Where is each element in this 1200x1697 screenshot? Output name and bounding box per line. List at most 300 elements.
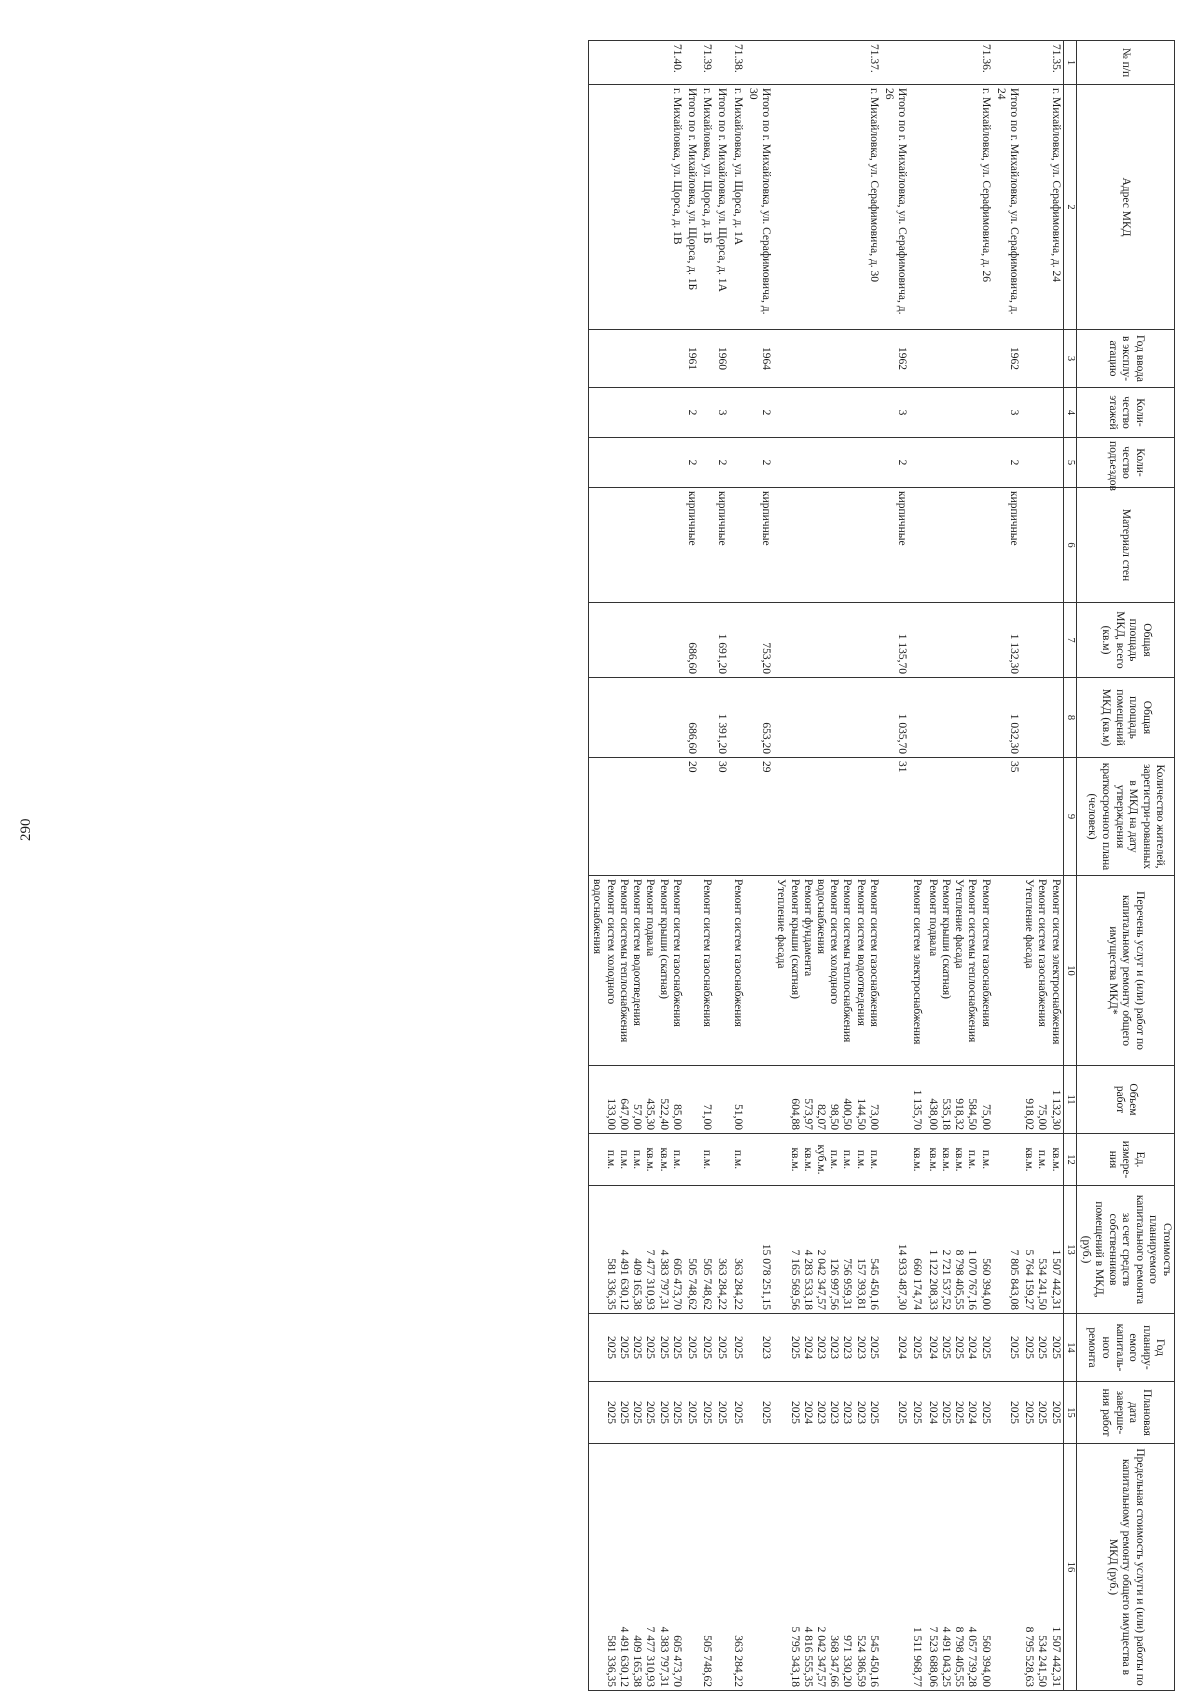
works-line: Ремонт систем газоснабжения (670, 879, 683, 1027)
repair-plan-table-rotated (50, 40, 1175, 1690)
residents: 30 (714, 758, 729, 876)
column-number: 13 (1063, 1186, 1076, 1314)
empty-cell (909, 758, 924, 876)
column-number: 3 (1063, 330, 1076, 388)
unit (773, 1134, 881, 1186)
end-year (925, 1382, 993, 1444)
end-year-line: 2025 (657, 1401, 670, 1424)
volume-line: 51,00 (731, 1104, 744, 1130)
unit (993, 1134, 1021, 1186)
volume-line: 918,02 (1023, 1098, 1036, 1130)
works-line: Ремонт крыши (скатная) (939, 879, 952, 999)
limit-cost-line: 971 330,20 (841, 1635, 854, 1687)
residents: 35 (993, 758, 1021, 876)
unit-line: кв.м. (939, 1147, 952, 1172)
empty-cell (1021, 388, 1063, 438)
column-header: Год ввода в эксплу-атацию (1077, 330, 1175, 388)
cost-line: 2 721 537,52 (939, 1249, 952, 1310)
build-year: 1962 (993, 330, 1021, 388)
works (589, 876, 684, 1066)
works (909, 876, 924, 1066)
limit-cost (729, 1444, 744, 1691)
column-header: Стоимость планируемого капитального ремонта за счет средств собственников помещений в МКД, (руб.) (1077, 1186, 1175, 1314)
cost-line: 8 798 405,55 (953, 1249, 966, 1310)
empty-cell (773, 438, 881, 488)
total-area: 1 135,70 (881, 603, 909, 678)
end-year-line: 2025 (953, 1401, 966, 1424)
unit (684, 1134, 699, 1186)
end-year-line: 2024 (966, 1401, 979, 1424)
item-row (909, 41, 924, 1691)
total-row (745, 41, 773, 1691)
repair-year (589, 1314, 684, 1382)
works (714, 876, 729, 1066)
cost (589, 1186, 684, 1314)
table-body (589, 41, 1063, 1691)
cost-line: 2 042 347,57 (814, 1249, 827, 1310)
unit-line: п.м. (631, 1149, 644, 1170)
cost-line: 126 997,56 (828, 1258, 841, 1310)
empty-cell (589, 758, 684, 876)
limit-cost (1021, 1444, 1063, 1691)
floors: 3 (993, 388, 1021, 438)
unit-line: кв.м. (1049, 1147, 1062, 1172)
end-year (773, 1382, 881, 1444)
works (745, 876, 773, 1066)
empty-cell (699, 438, 714, 488)
column-header: Год планиру-емого капиталь-ного ремонта (1077, 1314, 1175, 1382)
limit-cost-line: 8 798 405,55 (953, 1626, 966, 1687)
repair-year-line: 2023 (814, 1336, 827, 1359)
row-number (745, 41, 773, 85)
entrances: 2 (881, 438, 909, 488)
row-number: 71.39. (699, 41, 714, 85)
end-year: 2025 (684, 1382, 699, 1444)
works-line: Ремонт системы теплоснабжения (617, 879, 630, 1043)
unit-line: кв.м. (788, 1147, 801, 1172)
end-year: 2025 (714, 1382, 729, 1444)
works-line: Ремонт систем газоснабжения (979, 879, 992, 1027)
works-line: Ремонт системы теплоснабжения (841, 879, 854, 1043)
entrances: 2 (684, 438, 699, 488)
cost-line: 505 748,62 (701, 1258, 714, 1310)
end-year (909, 1382, 924, 1444)
column-header: № п/п (1077, 41, 1175, 85)
unit (745, 1134, 773, 1186)
column-number: 8 (1063, 678, 1076, 758)
empty-cell (589, 388, 684, 438)
volume-line: 573,97 (801, 1098, 814, 1130)
works (1021, 876, 1063, 1066)
item-row (925, 41, 993, 1691)
empty-cell (909, 603, 924, 678)
end-year-line: 2025 (979, 1401, 992, 1424)
repair-year-line: 2025 (867, 1336, 880, 1359)
volume-line: 82,07 (814, 1104, 827, 1130)
limit-cost-line: 581 336,35 (604, 1635, 617, 1687)
cost-line: 581 336,35 (604, 1258, 617, 1310)
unit-line: п.м. (701, 1149, 714, 1170)
empty-cell (589, 330, 684, 388)
column-number: 12 (1063, 1134, 1076, 1186)
address: г. Михайловка, ул. Серафимовича, д. 26 (925, 85, 993, 330)
volume-line: 647,00 (617, 1098, 630, 1130)
cost: 14 933 487,30 (881, 1186, 909, 1314)
works-line: Ремонт систем газоснабжения (867, 879, 880, 1027)
limit-cost (714, 1444, 729, 1691)
repair-year (1021, 1314, 1063, 1382)
empty-cell (699, 330, 714, 388)
address (909, 85, 924, 330)
cost (729, 1186, 744, 1314)
limit-cost (993, 1444, 1021, 1691)
empty-cell (909, 678, 924, 758)
build-year: 1964 (745, 330, 773, 388)
volume (699, 1066, 714, 1134)
works (925, 876, 993, 1066)
empty-cell (589, 438, 684, 488)
volume-line: 57,00 (631, 1104, 644, 1130)
repair-year (909, 1314, 924, 1382)
empty-cell (699, 388, 714, 438)
limit-cost-line: 545 450,16 (867, 1635, 880, 1687)
empty-cell (909, 388, 924, 438)
volume (1021, 1066, 1063, 1134)
column-number: 1 (1063, 41, 1076, 85)
works-line: Ремонт систем водоотведения (631, 879, 644, 1026)
repair-year-line: 2024 (966, 1336, 979, 1359)
column-header: Общая площадь помещений МКД (кв.м) (1077, 678, 1175, 758)
unit-line: куб.м. (814, 1144, 827, 1175)
empty-cell (909, 330, 924, 388)
repair-year-line: 2023 (841, 1336, 854, 1359)
column-header: Объем работ (1077, 1066, 1175, 1134)
volume (729, 1066, 744, 1134)
cost: 7 805 843,08 (993, 1186, 1021, 1314)
unit-line: кв.м. (926, 1147, 939, 1172)
empty-cell (729, 388, 744, 438)
column-header: Общая площадь МКД, всего (кв.м) (1077, 603, 1175, 678)
empty-cell (925, 758, 993, 876)
repair-year-line: 2023 (828, 1336, 841, 1359)
empty-cell (729, 758, 744, 876)
end-year-line: 2025 (644, 1401, 657, 1424)
empty-cell (773, 388, 881, 438)
limit-cost-line: 7 477 310,93 (644, 1626, 657, 1687)
limit-cost-line: 4 383 797,31 (657, 1626, 670, 1687)
end-year-line: 2025 (867, 1401, 880, 1424)
floors: 2 (684, 388, 699, 438)
end-year (589, 1382, 684, 1444)
floors: 2 (745, 388, 773, 438)
repair-year: 2024 (881, 1314, 909, 1382)
empty-cell (1021, 758, 1063, 876)
column-number: 5 (1063, 438, 1076, 488)
cost (925, 1186, 993, 1314)
works-line: Ремонт систем водоотведения (854, 879, 867, 1026)
item-row (729, 41, 744, 1691)
end-year-line: 2024 (801, 1401, 814, 1424)
repair-year-line: 2024 (926, 1336, 939, 1359)
unit (881, 1134, 909, 1186)
residents: 31 (881, 758, 909, 876)
limit-cost (925, 1444, 993, 1691)
end-year: 2025 (993, 1382, 1021, 1444)
end-year-line: 2025 (788, 1401, 801, 1424)
repair-year: 2025 (684, 1314, 699, 1382)
limit-cost-line: 4 057 739,28 (966, 1626, 979, 1687)
cost-line: 1 122 208,33 (926, 1249, 939, 1310)
empty-cell (729, 330, 744, 388)
volume-line: 435,30 (644, 1098, 657, 1130)
column-header: Материал стен (1077, 488, 1175, 603)
repair-year-line: 2025 (1036, 1336, 1049, 1359)
unit-line: кв.м. (911, 1147, 924, 1172)
end-year-line: 2025 (701, 1401, 714, 1424)
wall-material: кирпичные (745, 488, 773, 603)
cost-line: 409 165,38 (631, 1258, 644, 1310)
empty-cell (925, 678, 993, 758)
repair-year-line: 2025 (604, 1336, 617, 1359)
limit-cost (684, 1444, 699, 1691)
residents: 29 (745, 758, 773, 876)
row-number (714, 41, 729, 85)
unit-line: кв.м. (953, 1147, 966, 1172)
cost (773, 1186, 881, 1314)
empty-cell (925, 388, 993, 438)
unit-line: п.м. (867, 1149, 880, 1170)
total-label: Итого по г. Михайловка, ул. Серафимовича, д. 30 (745, 85, 773, 330)
works (699, 876, 714, 1066)
works (881, 876, 909, 1066)
column-number: 6 (1063, 488, 1076, 603)
empty-cell (1021, 603, 1063, 678)
works-line: Ремонт систем электроснабжения (911, 879, 924, 1045)
rooms-area: 1 032,30 (993, 678, 1021, 758)
empty-cell (699, 678, 714, 758)
limit-cost (699, 1444, 714, 1691)
limit-cost-line: 605 473,70 (670, 1635, 683, 1687)
volume-line: 604,88 (788, 1098, 801, 1130)
wall-material: кирпичные (714, 488, 729, 603)
repair-year-line: 2025 (631, 1336, 644, 1359)
works-line: Утепление фасада (1023, 879, 1036, 969)
end-year-line: 2025 (670, 1401, 683, 1424)
empty-cell (1021, 330, 1063, 388)
end-year-line: 2023 (828, 1401, 841, 1424)
volume-line: 1 135,70 (911, 1089, 924, 1130)
limit-cost-line: 534 241,50 (1036, 1635, 1049, 1687)
total-area: 1 691,20 (714, 603, 729, 678)
end-year-line: 2024 (926, 1401, 939, 1424)
end-year-line: 2023 (841, 1401, 854, 1424)
unit-line: кв.м. (1023, 1147, 1036, 1172)
empty-cell (1021, 488, 1063, 603)
unit-line: п.м. (670, 1149, 683, 1170)
limit-cost-line: 4 816 555,35 (801, 1626, 814, 1687)
end-year: 2025 (745, 1382, 773, 1444)
item-row (1021, 41, 1063, 1691)
unit-line: п.м. (731, 1149, 744, 1170)
unit (909, 1134, 924, 1186)
volume-line: 73,00 (867, 1104, 880, 1130)
unit-line: п.м. (979, 1149, 992, 1170)
limit-cost (773, 1444, 881, 1691)
total-label: Итого по г. Михайловка, ул. Серафимовича, д. 24 (993, 85, 1021, 330)
repair-year-line: 2025 (1049, 1336, 1062, 1359)
unit-line: п.м. (966, 1149, 979, 1170)
limit-cost-line: 505 748,62 (701, 1635, 714, 1687)
works-line: Утепление фасада (775, 879, 788, 969)
end-year-line: 2023 (814, 1401, 827, 1424)
row-number: 71.36. (925, 41, 993, 85)
item-row (699, 41, 714, 1691)
column-number: 7 (1063, 603, 1076, 678)
cost: 363 284,22 (714, 1186, 729, 1314)
cost-line: 560 394,00 (979, 1258, 992, 1310)
address: г. Михайловка, ул. Щорса, д. 1Б (699, 85, 714, 330)
end-year (729, 1382, 744, 1444)
end-year-line: 2025 (617, 1401, 630, 1424)
repair-year-line: 2025 (953, 1336, 966, 1359)
column-header: Коли-чество подъездов (1077, 438, 1175, 488)
works (729, 876, 744, 1066)
column-number: 9 (1063, 758, 1076, 876)
limit-cost (881, 1444, 909, 1691)
cost-line: 545 450,16 (867, 1258, 880, 1310)
works (773, 876, 881, 1066)
cost-line: 756 959,31 (841, 1258, 854, 1310)
volume (684, 1066, 699, 1134)
empty-cell (909, 438, 924, 488)
works-line: Ремонт систем газоснабжения (731, 879, 744, 1027)
column-number: 10 (1063, 876, 1076, 1066)
address: г. Михайловка, ул. Щорса, д. 1А (729, 85, 744, 330)
column-header: Адрес МКД (1077, 85, 1175, 330)
address: г. Михайловка, ул. Серафимовича, д. 30 (773, 85, 881, 330)
works-line: Ремонт фундамента (801, 879, 814, 977)
unit-line: кв.м. (801, 1147, 814, 1172)
total-label: Итого по г. Михайловка, ул. Щорса, д. 1А (714, 85, 729, 330)
unit-line: кв.м. (657, 1147, 670, 1172)
volume-line: 438,00 (926, 1098, 939, 1130)
end-year-line: 2025 (939, 1401, 952, 1424)
limit-cost-line: 524 386,59 (854, 1635, 867, 1687)
empty-cell (1021, 678, 1063, 758)
repair-year: 2025 (993, 1314, 1021, 1382)
limit-cost (589, 1444, 684, 1691)
rooms-area: 653,20 (745, 678, 773, 758)
header-row (1077, 41, 1175, 1691)
unit (925, 1134, 993, 1186)
repair-year-line: 2025 (617, 1336, 630, 1359)
limit-cost-line: 409 165,38 (631, 1635, 644, 1687)
end-year-line: 2025 (731, 1401, 744, 1424)
wall-material: кирпичные (684, 488, 699, 603)
unit (1021, 1134, 1063, 1186)
volume-line: 71,00 (701, 1104, 714, 1130)
repair-year-line: 2025 (939, 1336, 952, 1359)
repair-year-line: 2025 (979, 1336, 992, 1359)
works-line: Ремонт систем газоснабжения (1036, 879, 1049, 1027)
cost-line: 7 165 569,56 (788, 1249, 801, 1310)
repair-plan-table (588, 40, 1175, 1691)
cost-line: 157 393,81 (854, 1258, 867, 1310)
repair-year-line: 2025 (731, 1336, 744, 1359)
empty-cell (699, 488, 714, 603)
works-line: Ремонт подвала (926, 879, 939, 957)
empty-cell (589, 488, 684, 603)
total-area: 753,20 (745, 603, 773, 678)
column-header: Количество жителей, зарегистри-рованных в МКД на дату утверждения краткосрочного плана (человек) (1077, 758, 1175, 876)
residents: 20 (684, 758, 699, 876)
total-label: Итого по г. Михайловка, ул. Серафимовича, д. 26 (881, 85, 909, 330)
entrances: 2 (745, 438, 773, 488)
limit-cost-line: 363 284,22 (731, 1635, 744, 1687)
cost: 505 748,62 (684, 1186, 699, 1314)
rooms-area: 1 035,70 (881, 678, 909, 758)
volume-line: 133,00 (604, 1098, 617, 1130)
volume-line: 98,50 (828, 1104, 841, 1130)
empty-cell (729, 603, 744, 678)
limit-cost-line: 1 507 442,31 (1049, 1626, 1062, 1687)
end-year: 2025 (881, 1382, 909, 1444)
floors: 3 (881, 388, 909, 438)
empty-cell (589, 603, 684, 678)
rooms-area: 686,60 (684, 678, 699, 758)
unit (699, 1134, 714, 1186)
column-header: Коли-чество этажей (1077, 388, 1175, 438)
volume (773, 1066, 881, 1134)
limit-cost-line: 368 347,66 (828, 1635, 841, 1687)
empty-cell (773, 758, 881, 876)
volume (925, 1066, 993, 1134)
limit-cost-line: 5 795 343,18 (788, 1626, 801, 1687)
total-row (714, 41, 729, 1691)
column-number: 16 (1063, 1444, 1076, 1691)
volume-line: 918,32 (953, 1098, 966, 1130)
limit-cost-line: 4 491 043,25 (939, 1626, 952, 1687)
repair-year-line: 2024 (801, 1336, 814, 1359)
wall-material: кирпичные (881, 488, 909, 603)
repair-year-line: 2025 (644, 1336, 657, 1359)
column-header: Перечень услуг и (или) работ по капитальному ремонту общего имущества МКД* (1077, 876, 1175, 1066)
column-header: Предельная стоимость услуги и (или) работы по капитальному ремонту общего имущества в МКД (руб.) (1077, 1444, 1175, 1691)
cost-line: 605 473,70 (670, 1258, 683, 1310)
empty-cell (729, 678, 744, 758)
column-number-row (1063, 41, 1076, 1691)
limit-cost-line: 1 511 968,77 (911, 1627, 924, 1687)
empty-cell (729, 438, 744, 488)
repair-year-line: 2025 (1023, 1336, 1036, 1359)
empty-cell (589, 678, 684, 758)
limit-cost-line: 4 491 630,12 (617, 1626, 630, 1687)
limit-cost-line: 7 523 688,06 (926, 1626, 939, 1687)
empty-cell (925, 603, 993, 678)
repair-year-line: 2025 (657, 1336, 670, 1359)
end-year (699, 1382, 714, 1444)
cost-line: 7 477 310,93 (644, 1249, 657, 1310)
build-year: 1961 (684, 330, 699, 388)
column-header: Ед. измере-ния (1077, 1134, 1175, 1186)
empty-cell (729, 488, 744, 603)
volume (881, 1066, 909, 1134)
end-year-line: 2025 (1036, 1401, 1049, 1424)
empty-cell (699, 603, 714, 678)
total-label: Итого по г. Михайловка, ул. Щорса, д. 1Б (684, 85, 699, 330)
works-line: Ремонт подвала (644, 879, 657, 957)
total-row (993, 41, 1021, 1691)
